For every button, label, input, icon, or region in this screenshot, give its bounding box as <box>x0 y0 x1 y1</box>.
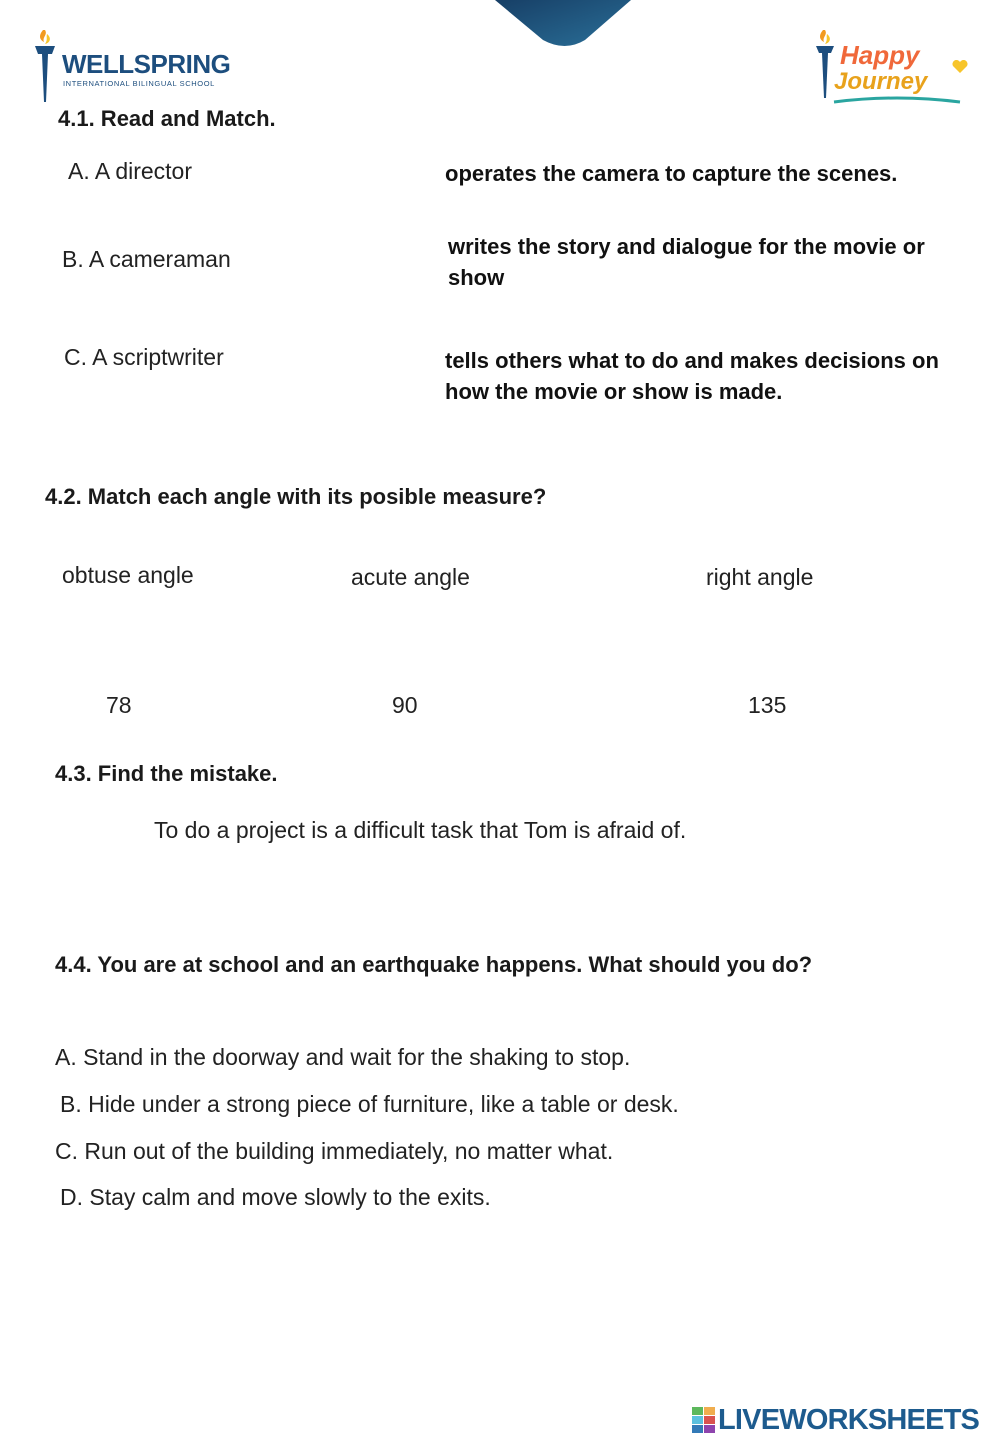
program-name-line1: Happy <box>840 40 920 70</box>
angle-right[interactable]: right angle <box>706 564 814 590</box>
wellspring-logo <box>30 26 260 106</box>
match-definition-1[interactable]: operates the camera to capture the scenes. <box>445 161 898 186</box>
torch-icon <box>30 26 60 106</box>
liveworksheets-icon <box>692 1407 716 1435</box>
measure-90[interactable]: 90 <box>392 692 418 718</box>
answer-option-a[interactable]: A. Stand in the doorway and wait for the shaking to stop. <box>55 1044 631 1070</box>
answer-option-c[interactable]: C. Run out of the building immediately, no matter what. <box>55 1138 614 1164</box>
answer-option-b[interactable]: B. Hide under a strong piece of furniture, like a table or desk. <box>60 1091 679 1117</box>
header-tab-shape <box>495 0 631 46</box>
section-4-1-heading: 4.1. Read and Match. <box>58 106 276 131</box>
liveworksheets-logo <box>692 1404 992 1438</box>
school-name: WELLSPRING <box>62 49 231 79</box>
mistake-sentence[interactable]: To do a project is a difficult task that Tom is afraid of. <box>154 817 687 843</box>
match-item-c[interactable]: C. A scriptwriter <box>64 344 224 370</box>
match-item-a[interactable]: A. A director <box>68 158 193 184</box>
match-definition-2[interactable]: writes the story and dialogue for the movie or show <box>448 234 925 290</box>
happy-journey-logo <box>812 26 972 106</box>
match-item-b[interactable]: B. A cameraman <box>62 246 231 272</box>
section-4-4-heading: 4.4. You are at school and an earthquake happens. What should you do? <box>55 952 813 977</box>
heart-icon <box>952 60 968 74</box>
swoosh-icon <box>832 96 962 106</box>
angle-obtuse[interactable]: obtuse angle <box>62 562 194 588</box>
match-definition-3[interactable]: tells others what to do and makes decisions on how the movie or show is made. <box>445 348 939 404</box>
school-subtitle: INTERNATIONAL BILINGUAL SCHOOL <box>63 79 215 88</box>
footer-brand: LIVEWORKSHEETS <box>718 1404 980 1436</box>
measure-78[interactable]: 78 <box>106 692 132 718</box>
program-name-line2: Journey <box>834 68 928 95</box>
section-4-3-heading: 4.3. Find the mistake. <box>55 761 278 786</box>
section-4-2-heading: 4.2. Match each angle with its posible measure? <box>45 484 547 509</box>
measure-135[interactable]: 135 <box>748 692 787 718</box>
angle-acute[interactable]: acute angle <box>351 564 470 590</box>
answer-option-d[interactable]: D. Stay calm and move slowly to the exits. <box>60 1184 491 1210</box>
